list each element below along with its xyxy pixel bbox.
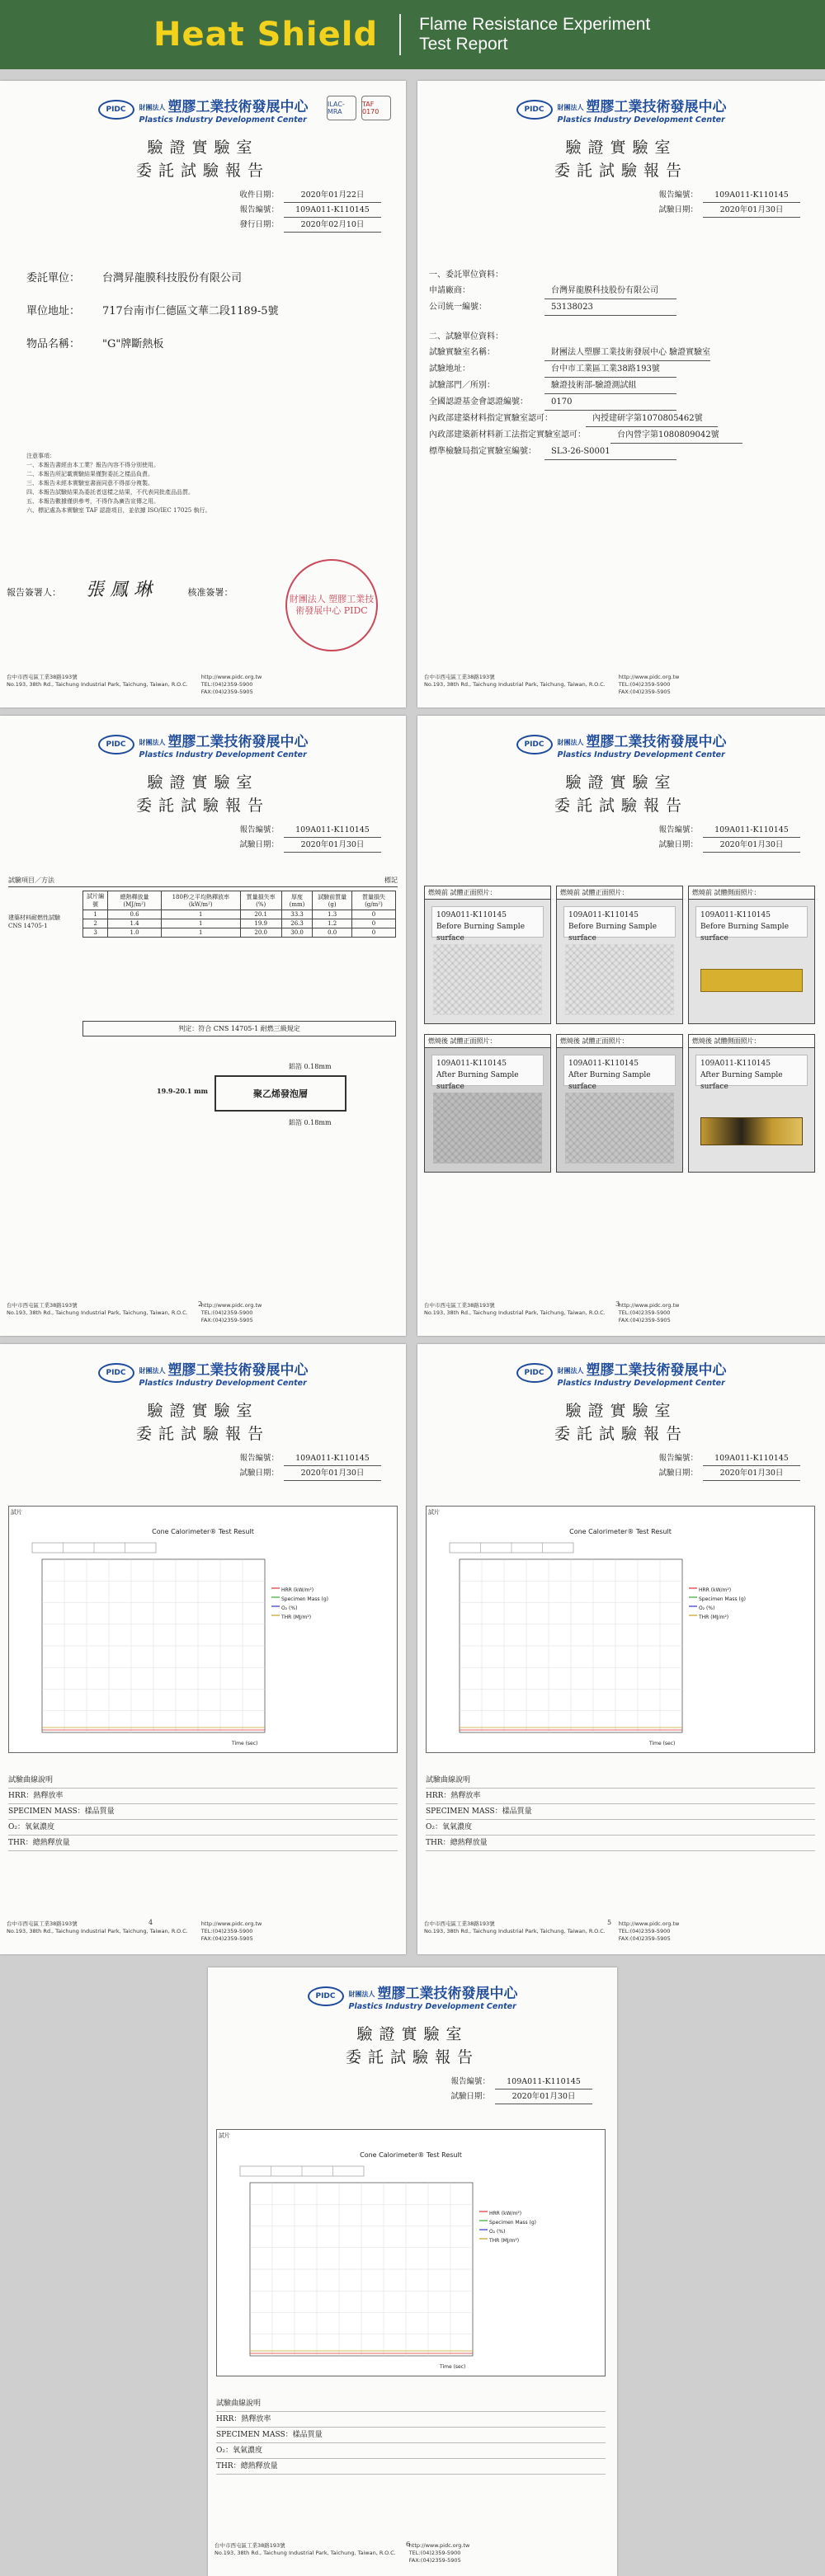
- lab-title: 驗證實驗室: [565, 1402, 677, 1420]
- pidc-logo-icon: PIDC: [308, 1986, 344, 2006]
- page-number: 6: [406, 2541, 411, 2548]
- report-page-photos: [417, 716, 825, 1336]
- report-title: 委託試驗報告: [554, 162, 688, 180]
- banner-subtitle-line1: Flame Resistance Experiment: [419, 15, 651, 34]
- lab-title: 驗證實驗室: [147, 773, 259, 792]
- table-row: 3 1.0 1 20.0 30.0 0.0 0: [83, 928, 396, 938]
- pidc-logo-icon: PIDC: [516, 100, 553, 120]
- banner-title: Heat Shield: [153, 16, 379, 54]
- org-name-zh: 財團法人 塑膠工業技術發展中心: [139, 734, 309, 750]
- notes-block: 注意事項： 一、本報告書經由本工業？報告內容不得分別使用。 二、本報告所記載實驗結果僅對委託之樣品負責。 三、本報告未經本實驗室書面同意不得部分複製。 四、本報告試驗結果為委託者送樣之結果，不代表同批產品品質。 五、本報告數據僅供參考，不得作為廣告宣傳之用。 六、標記處為本實驗室 TAF 認證項目，並依據 ISO/IEC 17025 執行。: [26, 453, 211, 514]
- page-header: [0, 1356, 406, 1390]
- page-footer: 台中市西屯區工業38路193號 No.193, 38th Rd., Taichung Industrial Park, Taichung, Taiwan, R.O.C. http://www.pidc.org.tw TEL:(04)2359-5900 FAX:(04)2359-5905: [7, 1920, 262, 1942]
- taf-badge-icon: TAF 0170: [361, 96, 391, 120]
- report-title: 委託試驗報告: [135, 1425, 270, 1443]
- banner-divider: [399, 14, 401, 55]
- report-title: 委託試驗報告: [554, 1425, 688, 1443]
- pidc-logo-icon: PIDC: [98, 1363, 134, 1383]
- page-number: 4: [148, 1919, 153, 1926]
- issue-date: 2020年02月10日: [284, 218, 381, 233]
- report-meta: 報告編號： 109A011-K110145 試驗日期： 2020年01月30日: [437, 2075, 592, 2104]
- table-header-row: 試片編號 總熱釋放量 (MJ/m²) 180秒之平均熱釋放率 (kW/m²) 質量損失率 (%) 厚度 (mm) 試驗前質量 (g) 質量損失 (g/m²): [83, 891, 396, 910]
- report-title: 委託試驗報告: [135, 797, 270, 815]
- page-footer: 台中市西屯區工業38路193號 No.193, 38th Rd., Taichung Industrial Park, Taichung, Taiwan, R.O.C. http://www.pidc.org.tw TEL:(04)2359-5900 FAX:(04)2359-5905: [424, 1920, 680, 1942]
- client-unit: 台灣昇龍膜科技股份有限公司: [102, 272, 243, 284]
- report-title: 委託試驗報告: [345, 2048, 479, 2066]
- layer-bottom-label: 鋁箔 0.18mm: [289, 1119, 332, 1126]
- info-block: 一、委託單位資料： 申請廠商： 台灣昇龍膜科技股份有限公司 公司統一編號： 53138023 二、試驗單位資料： 試驗實驗室名稱： 財團法人塑膠工業技術發展中心 驗證實驗室 試驗地址： 台中市工業區工業38路193號 試驗部門／所別： 驗證技術部-驗證測試組 全國認證基金會認證編號： 0170 內政部建築材料指定實驗室認可： 內授建研字第1070805462號 內政部建築新材料新工法指定實驗室認可： 台內營字第1080809042號 標準檢驗局指定實驗室編號： SL3-26-S0001: [429, 262, 808, 460]
- pidc-logo-icon: PIDC: [516, 1363, 553, 1383]
- signature-line: 報告簽署人： 張 鳳 琳 核准簽署：: [7, 580, 233, 600]
- page-number: 5: [607, 1919, 612, 1926]
- org-name-en: Plastics Industry Development Center: [139, 115, 307, 125]
- cone-graph: 試片 Cone Calorimeter® Test Result HRR (kW/m²) Specimen Mass (g) O₂ (%) THR (MJ/m²) Time (sec): [216, 2129, 606, 2376]
- method-header: 試驗項目／方法 標記: [8, 876, 398, 887]
- org-name-en: Plastics Industry Development Center: [139, 1379, 307, 1388]
- org-name-zh: 財團法人 塑膠工業技術發展中心: [348, 1986, 518, 2002]
- report-meta: 報告編號： 109A011-K110145 試驗日期： 2020年01月30日: [226, 823, 381, 853]
- page-header: [0, 727, 406, 762]
- layer-diagram: 聚乙烯發泡層: [214, 1075, 346, 1112]
- report-page-results: [0, 716, 406, 1336]
- report-page-cover: [0, 81, 406, 707]
- cone-title: Cone Calorimeter® Test Result: [569, 1528, 672, 1535]
- curve-description: 試驗曲線說明 HRR：熱釋放率 SPECIMEN MASS：樣品質量 O₂：氧氣濃度 THR：總熱釋放量: [8, 1773, 398, 1851]
- org-name-zh: 財團法人 塑膠工業技術發展中心: [139, 99, 309, 115]
- lab-title: 驗證實驗室: [147, 139, 259, 157]
- banner-subtitle: [419, 15, 650, 54]
- org-name-zh: 財團法人 塑膠工業技術發展中心: [139, 1362, 309, 1379]
- pidc-logo-icon: PIDC: [98, 100, 134, 120]
- report-meta: 報告編號： 109A011-K110145 試驗日期： 2020年01月30日: [226, 1451, 381, 1481]
- client-address: 717台南市仁德區文華二段1189-5號: [102, 305, 279, 317]
- org-name-zh: 財團法人 塑膠工業技術發展中心: [557, 734, 727, 750]
- org-name-en: Plastics Industry Development Center: [139, 750, 307, 759]
- page-number: 3: [615, 1300, 620, 1308]
- pidc-logo-icon: PIDC: [516, 735, 553, 754]
- client-block: 委託單位： 台灣昇龍膜科技股份有限公司 單位地址： 717台南市仁德區文華二段1189-5號 物品名稱： "G"牌斷熱板: [26, 272, 279, 350]
- org-name-en: Plastics Industry Development Center: [557, 1379, 725, 1388]
- org-name-en: Plastics Industry Development Center: [557, 115, 725, 125]
- report-meta: 報告編號： 109A011-K110145 試驗日期： 2020年01月30日: [645, 1451, 800, 1481]
- results-table: [82, 891, 396, 938]
- layer-top-label: 鋁箔 0.18mm: [289, 1063, 332, 1070]
- item-name: "G"牌斷熱板: [102, 338, 164, 350]
- page-header: [417, 1356, 825, 1390]
- pidc-logo-icon: PIDC: [98, 735, 134, 754]
- curve-description: 試驗曲線說明 HRR：熱釋放率 SPECIMEN MASS：樣品質量 O₂：氧氣濃度 THR：總熱釋放量: [426, 1773, 815, 1851]
- cone-title: Cone Calorimeter® Test Result: [152, 1528, 254, 1535]
- report-number: 109A011-K110145: [284, 203, 381, 218]
- page-footer: 台中市西屯區工業38路193號 No.193, 38th Rd., Taichung Industrial Park, Taichung, Taiwan, R.O.C. http://www.pidc.org.tw TEL:(04)2359-5900 FAX:(04)2359-5905: [7, 1302, 262, 1323]
- org-name-zh: 財團法人 塑膠工業技術發展中心: [557, 1362, 727, 1379]
- photo-after-side: 燃燒後 試體側面照片： 109A011-K110145 After Burning Sample surface: [688, 1034, 815, 1173]
- handwritten-signature: 張 鳳 琳: [86, 580, 152, 600]
- cone-plot: [217, 2130, 606, 2377]
- company-seal-icon: 財團法人 塑膠工業技術發展中心 PIDC: [285, 559, 378, 651]
- photo-grid: [424, 886, 818, 1182]
- judgement: 判定：符合 CNS 14705-1 耐燃三級規定: [82, 1021, 396, 1037]
- page-header: [0, 92, 406, 127]
- method-name: 建築材料耐燃性試驗 CNS 14705-1: [8, 914, 60, 929]
- accreditation-badges: [327, 96, 391, 120]
- photo-before-back: 燃燒前 試體正面照片： 109A011-K110145 Before Burning Sample surface: [556, 886, 683, 1024]
- photo-after-back: 燃燒後 試體正面照片： 109A011-K110145 After Burning Sample surface: [556, 1034, 683, 1173]
- curve-description: 試驗曲線說明 HRR：熱釋放率 SPECIMEN MASS：樣品質量 O₂：氧氣濃度 THR：總熱釋放量: [216, 2396, 606, 2475]
- page-footer: 台中市西屯區工業38路193號 No.193, 38th Rd., Taichung Industrial Park, Taichung, Taiwan, R.O.C. http://www.pidc.org.tw TEL:(04)2359-5900 FAX:(04)2359-5905: [424, 674, 680, 695]
- page-header: [208, 1979, 617, 2014]
- page-header: [417, 727, 825, 762]
- lab-title: 驗證實驗室: [565, 773, 677, 792]
- lab-title: 驗證實驗室: [147, 1402, 259, 1420]
- org-name-en: Plastics Industry Development Center: [348, 2002, 516, 2011]
- lab-title: 驗證實驗室: [565, 139, 677, 157]
- report-page-cone-1: [0, 1344, 406, 1954]
- table-row: 1 0.6 1 20.1 33.3 1.3 0: [83, 910, 396, 919]
- cone-graph: 試片 Cone Calorimeter® Test Result HRR (kW/m²) Specimen Mass (g) O₂ (%) THR (MJ/m²) Time (sec): [8, 1506, 398, 1753]
- org-name-en: Plastics Industry Development Center: [557, 750, 725, 759]
- org-name-zh: 財團法人 塑膠工業技術發展中心: [557, 99, 727, 115]
- banner-subtitle-line2: Test Report: [419, 35, 508, 54]
- report-page-cone-2: [417, 1344, 825, 1954]
- received-date: 2020年01月22日: [284, 188, 381, 203]
- photo-after-front: 燃燒後 試體正面照片： 109A011-K110145 After Burning Sample surface: [424, 1034, 551, 1173]
- thickness-label: 19.9-20.1 mm: [157, 1087, 209, 1095]
- cone-graph: 試片 Cone Calorimeter® Test Result HRR (kW/m²) Specimen Mass (g) O₂ (%) THR (MJ/m²) Time (sec): [426, 1506, 815, 1753]
- page-footer: 台中市西屯區工業38路193號 No.193, 38th Rd., Taichung Industrial Park, Taichung, Taiwan, R.O.C. http://www.pidc.org.tw TEL:(04)2359-5900 FAX:(04)2359-5905: [7, 674, 262, 695]
- cone-plot: [9, 1507, 398, 1754]
- header-banner: [0, 0, 825, 69]
- page-footer: 台中市西屯區工業38路193號 No.193, 38th Rd., Taichung Industrial Park, Taichung, Taiwan, R.O.C. http://www.pidc.org.tw TEL:(04)2359-5900 FAX:(04)2359-5905: [424, 1302, 680, 1323]
- report-meta: 報告編號： 109A011-K110145 試驗日期： 2020年01月30日: [645, 188, 800, 218]
- report-page-info: [417, 81, 825, 707]
- cone-plot: [427, 1507, 816, 1754]
- cone-title: Cone Calorimeter® Test Result: [360, 2151, 462, 2159]
- page-header: [417, 92, 825, 127]
- photo-before-front: 燃燒前 試體正面照片： 109A011-K110145 Before Burning Sample surface: [424, 886, 551, 1024]
- page-footer: 台中市西屯區工業38路193號 No.193, 38th Rd., Taichung Industrial Park, Taichung, Taiwan, R.O.C. http://www.pidc.org.tw TEL:(04)2359-5900 FAX:(04)2359-5905: [214, 2542, 470, 2564]
- ilac-mra-badge-icon: ILAC-MRA: [327, 96, 356, 120]
- report-meta: 收件日期： 2020年01月22日 報告編號： 109A011-K110145 發行日期： 2020年02月10日: [226, 188, 381, 233]
- page-number: 2: [198, 1300, 203, 1308]
- table-row: 2 1.4 1 19.9 26.3 1.2 0: [83, 919, 396, 928]
- lab-title: 驗證實驗室: [356, 2025, 469, 2043]
- report-title: 委託試驗報告: [135, 162, 270, 180]
- photo-before-side: 燃燒前 試體側面照片： 109A011-K110145 Before Burning Sample surface: [688, 886, 815, 1024]
- report-page-cone-3: [208, 1967, 617, 2576]
- report-title: 委託試驗報告: [554, 797, 688, 815]
- report-meta: 報告編號： 109A011-K110145 試驗日期： 2020年01月30日: [645, 823, 800, 853]
